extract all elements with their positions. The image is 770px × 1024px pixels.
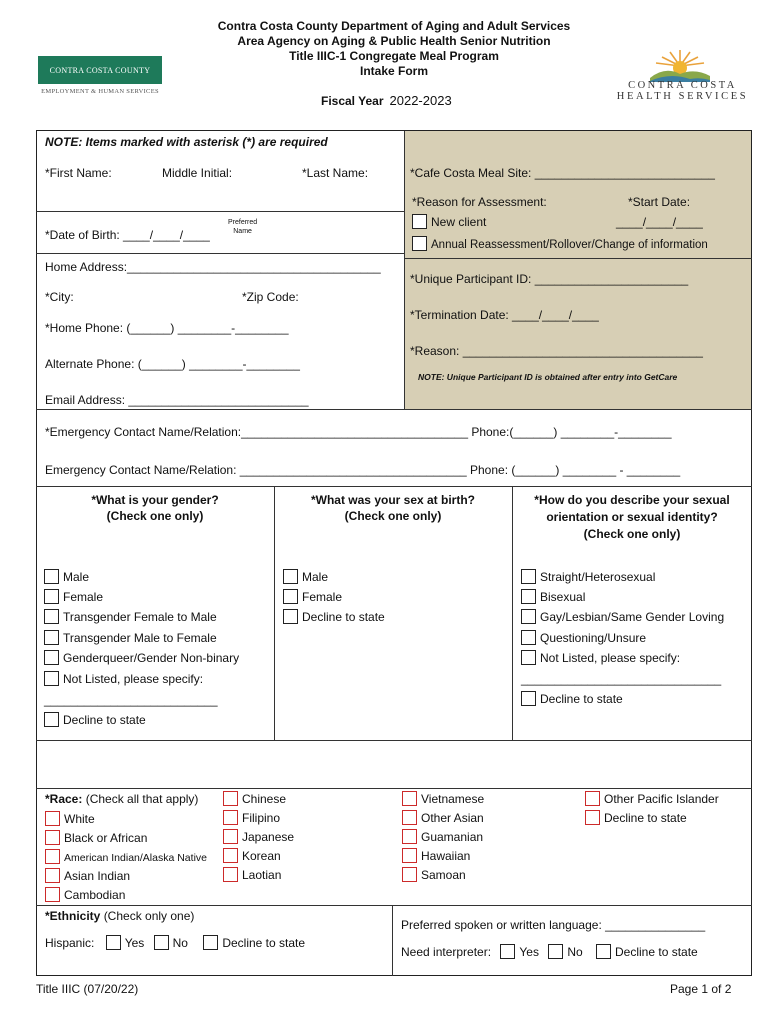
option-label: New client <box>431 215 487 229</box>
page-number: Page 1 of 2 <box>670 982 732 996</box>
city-field[interactable]: *City: <box>45 290 74 304</box>
gender-option-trans-mtf[interactable] <box>44 630 217 645</box>
option-label: Not Listed, please specify: <box>540 651 681 665</box>
option-label: Male <box>63 570 90 584</box>
checkbox[interactable] <box>585 791 600 806</box>
option-label: Asian Indian <box>64 869 131 883</box>
orientation-option-decline[interactable] <box>521 691 623 706</box>
option-label: Gay/Lesbian/Same Gender Loving <box>540 610 725 624</box>
gender-subtitle: (Check one only) <box>106 509 204 523</box>
divider <box>36 211 404 212</box>
option-label: Chinese <box>242 792 287 806</box>
middle-initial-field[interactable]: Middle Initial: <box>162 166 233 180</box>
checkbox[interactable] <box>223 829 238 844</box>
logo-right-top-text: CONTRA COSTA <box>628 80 737 91</box>
checkbox[interactable] <box>45 887 60 902</box>
race-hint: (Check all that apply) <box>85 792 199 806</box>
option-label: Samoan <box>421 868 466 882</box>
checkbox[interactable] <box>44 569 59 584</box>
option-label: American Indian/Alaska Native <box>64 852 207 864</box>
checkbox[interactable] <box>283 589 298 604</box>
checkbox[interactable] <box>402 810 417 825</box>
divider <box>274 486 275 740</box>
divider <box>36 740 752 741</box>
option-label: Genderqueer/Gender Non-binary <box>63 651 240 665</box>
option-label: No <box>567 945 583 959</box>
race-label <box>45 792 198 806</box>
first-name-field[interactable]: *First Name: <box>45 166 112 180</box>
orientation-title-1: *How do you describe your sexual <box>534 493 730 507</box>
orientation-option-bisexual[interactable] <box>521 589 585 604</box>
participant-id-field[interactable]: *Unique Participant ID: _______________________ <box>410 272 689 286</box>
checkbox[interactable] <box>44 630 59 645</box>
race-option-hawaiian[interactable] <box>402 848 470 863</box>
option-label: Female <box>302 590 343 604</box>
option-label: Transgender Female to Male <box>63 610 217 624</box>
gender-title: *What is your gender? <box>91 493 219 507</box>
race-option-laotian[interactable] <box>223 867 281 882</box>
sun-mountain-icon <box>650 48 710 82</box>
sex-at-birth-title: *What was your sex at birth? <box>310 493 476 507</box>
divider <box>36 253 404 254</box>
divider <box>36 905 752 906</box>
gender-option-nonbinary[interactable] <box>44 650 239 665</box>
logo-right-bottom-text: HEALTH SERVICES <box>616 91 749 102</box>
alternate-phone-field[interactable]: Alternate Phone: (______) ________-________ <box>45 357 300 371</box>
option-label: No <box>172 936 188 950</box>
logo-left-subtitle: EMPLOYMENT & HUMAN SERVICES <box>41 88 159 95</box>
option-label: Decline to state <box>63 713 146 727</box>
checkbox[interactable] <box>45 868 60 883</box>
checkbox[interactable] <box>44 589 59 604</box>
option-label: Vietnamese <box>421 792 485 806</box>
checkbox[interactable] <box>44 712 59 727</box>
option-label: Questioning/Unsure <box>540 631 647 645</box>
option-label: Cambodian <box>64 888 126 902</box>
checkbox[interactable] <box>283 609 298 624</box>
race-title: *Race: <box>45 792 83 806</box>
divider <box>404 131 405 409</box>
checkbox[interactable] <box>585 810 600 825</box>
emergency-contact-1[interactable]: *Emergency Contact Name/Relation:__________________________________ Phone:(______) ________-________ <box>45 425 672 439</box>
checkbox[interactable] <box>45 830 60 845</box>
new-client-option[interactable] <box>412 214 486 229</box>
option-label: Male <box>302 570 329 584</box>
orientation-subtitle: (Check one only) <box>583 527 681 541</box>
fiscal-year <box>321 93 452 108</box>
header-line-2: Area Agency on Aging & Public Health Senior Nutrition <box>237 34 551 48</box>
checkbox[interactable] <box>154 935 169 950</box>
orientation-option-not-listed[interactable] <box>521 650 680 665</box>
checkbox[interactable] <box>521 609 536 624</box>
option-label: Female <box>63 590 104 604</box>
checkbox[interactable] <box>402 848 417 863</box>
checkbox[interactable] <box>402 791 417 806</box>
required-note: NOTE: Items marked with asterisk (*) are required <box>45 135 328 149</box>
sex-option-female[interactable] <box>283 589 342 604</box>
gender-option-male[interactable] <box>44 569 89 584</box>
orientation-option-straight[interactable] <box>521 569 655 584</box>
option-label: Decline to state <box>604 811 687 825</box>
orientation-option-gay-lesbian[interactable] <box>521 609 724 624</box>
option-label: Bisexual <box>540 590 586 604</box>
option-label: Decline to state <box>540 692 623 706</box>
checkbox[interactable] <box>596 944 611 959</box>
option-label: Black or African <box>64 831 148 845</box>
email-field[interactable]: Email Address: ___________________________ <box>45 393 309 407</box>
race-option-korean[interactable] <box>223 848 281 863</box>
option-label: Other Asian <box>421 811 484 825</box>
gender-option-female[interactable] <box>44 589 103 604</box>
orientation-specify-line[interactable]: ______________________________ <box>521 672 722 686</box>
race-option-american-indian[interactable] <box>45 849 207 864</box>
header-line-4: Intake Form <box>359 64 428 78</box>
participant-id-note: NOTE: Unique Participant ID is obtained after entry into GetCare <box>418 372 678 382</box>
date-of-birth-field[interactable]: *Date of Birth: ____/____/____ <box>45 228 210 242</box>
logo-left-title: CONTRA COSTA COUNTY <box>38 56 162 84</box>
form-version: Title IIIC (07/20/22) <box>36 982 139 996</box>
gender-option-not-listed[interactable] <box>44 671 203 686</box>
race-option-cambodian[interactable] <box>45 887 125 902</box>
checkbox[interactable] <box>521 691 536 706</box>
sex-option-male[interactable] <box>283 569 328 584</box>
ethnicity-title: *Ethnicity <box>45 909 101 923</box>
header-line-1: Contra Costa County Department of Aging and Adult Services <box>217 19 571 33</box>
option-label: Transgender Male to Female <box>63 631 217 645</box>
race-option-samoan[interactable] <box>402 867 466 882</box>
checkbox[interactable] <box>412 236 427 251</box>
checkbox[interactable] <box>223 791 238 806</box>
race-option-filipino[interactable] <box>223 810 280 825</box>
option-label: Yes <box>124 936 145 950</box>
contra-costa-county-logo <box>38 56 162 95</box>
race-option-pacific-islander[interactable] <box>585 791 719 806</box>
fiscal-year-value: 2022-2023 <box>389 93 452 108</box>
gender-specify-line[interactable]: __________________________ <box>44 693 218 707</box>
start-date-field[interactable]: ____/____/____ <box>616 215 703 229</box>
hispanic-label: Hispanic: <box>45 936 95 950</box>
option-label: Japanese <box>242 830 295 844</box>
checkbox[interactable] <box>223 810 238 825</box>
race-option-vietnamese[interactable] <box>402 791 484 806</box>
option-label: Guamanian <box>421 830 484 844</box>
last-name-field[interactable]: *Last Name: <box>302 166 369 180</box>
option-label: Decline to state <box>302 610 385 624</box>
interpreter-label: Need interpreter: <box>401 945 492 959</box>
race-option-black[interactable] <box>45 830 147 845</box>
option-label: Straight/Heterosexual <box>540 570 656 584</box>
fiscal-year-label: Fiscal Year <box>321 94 384 108</box>
checkbox[interactable] <box>548 944 563 959</box>
divider <box>36 486 752 487</box>
start-date-label: *Start Date: <box>628 195 691 209</box>
emergency-contact-2[interactable]: Emergency Contact Name/Relation: __________________________________ Phone: (______) ________ - ________ <box>45 463 681 477</box>
race-option-decline[interactable] <box>585 810 687 825</box>
reason-field[interactable]: *Reason: ____________________________________ <box>410 344 703 358</box>
checkbox[interactable] <box>521 650 536 665</box>
divider <box>36 409 752 410</box>
divider <box>404 258 752 259</box>
option-label: Annual Reassessment/Rollover/Change of information <box>431 239 708 251</box>
option-label: Laotian <box>242 868 282 882</box>
meal-site-field[interactable]: *Cafe Costa Meal Site: ___________________________ <box>410 166 715 180</box>
race-option-asian-indian[interactable] <box>45 868 130 883</box>
checkbox[interactable] <box>521 589 536 604</box>
option-label: Hawaiian <box>421 849 471 863</box>
sex-at-birth-question <box>274 492 512 524</box>
annual-reassessment-option[interactable] <box>412 236 708 251</box>
form-header <box>200 19 588 79</box>
orientation-option-questioning[interactable] <box>521 630 646 645</box>
checkbox[interactable] <box>203 935 218 950</box>
option-label: Not Listed, please specify: <box>63 672 204 686</box>
checkbox[interactable] <box>106 935 121 950</box>
preferred-name-label-2: Name <box>233 228 252 235</box>
checkbox[interactable] <box>44 650 59 665</box>
option-label: Decline to state <box>222 936 306 950</box>
divider <box>36 788 752 789</box>
checkbox[interactable] <box>223 867 238 882</box>
race-option-japanese[interactable] <box>223 829 294 844</box>
termination-date-field[interactable]: *Termination Date: ____/____/____ <box>410 308 599 322</box>
race-option-white[interactable] <box>45 811 95 826</box>
checkbox[interactable] <box>45 849 60 864</box>
race-option-other-asian[interactable] <box>402 810 484 825</box>
race-option-guamanian[interactable] <box>402 829 483 844</box>
checkbox[interactable] <box>521 569 536 584</box>
contra-costa-health-logo <box>610 48 755 102</box>
hispanic-question <box>45 935 305 950</box>
checkbox[interactable] <box>44 671 59 686</box>
option-label: Decline to state <box>615 945 698 959</box>
checkbox[interactable] <box>45 811 60 826</box>
checkbox[interactable] <box>402 867 417 882</box>
orientation-question <box>512 492 752 543</box>
race-option-chinese[interactable] <box>223 791 286 806</box>
ethnicity-hint: (Check only one) <box>103 909 195 923</box>
gender-option-decline[interactable] <box>44 712 146 727</box>
checkbox[interactable] <box>500 944 515 959</box>
checkbox[interactable] <box>283 569 298 584</box>
checkbox[interactable] <box>402 829 417 844</box>
divider <box>392 905 393 976</box>
checkbox[interactable] <box>521 630 536 645</box>
option-label: White <box>64 812 95 826</box>
sex-at-birth-subtitle: (Check one only) <box>344 509 442 523</box>
option-label: Filipino <box>242 811 281 825</box>
option-label: Korean <box>242 849 281 863</box>
reason-assessment-label: *Reason for Assessment: <box>412 195 547 209</box>
zip-code-field[interactable]: *Zip Code: <box>242 290 299 304</box>
sex-option-decline[interactable] <box>283 609 385 624</box>
gender-option-trans-ftm[interactable] <box>44 609 217 624</box>
preferred-language-field[interactable]: Preferred spoken or written language: _______________ <box>401 918 706 932</box>
home-address-field[interactable]: Home Address:______________________________________ <box>45 260 381 274</box>
preferred-name-field[interactable] <box>228 218 257 236</box>
need-interpreter-question <box>401 944 698 959</box>
home-phone-field[interactable]: *Home Phone: (______) ________-________ <box>45 321 289 335</box>
orientation-title-2: orientation or sexual identity? <box>546 510 718 524</box>
header-line-3: Title IIIC-1 Congregate Meal Program <box>289 49 499 63</box>
gender-question <box>36 492 274 524</box>
option-label: Other Pacific Islander <box>604 792 719 806</box>
checkbox[interactable] <box>223 848 238 863</box>
option-label: Yes <box>519 945 539 959</box>
checkbox[interactable] <box>44 609 59 624</box>
preferred-name-label-1: Preferred <box>228 219 258 226</box>
ethnicity-label <box>45 909 194 923</box>
checkbox[interactable] <box>412 214 427 229</box>
